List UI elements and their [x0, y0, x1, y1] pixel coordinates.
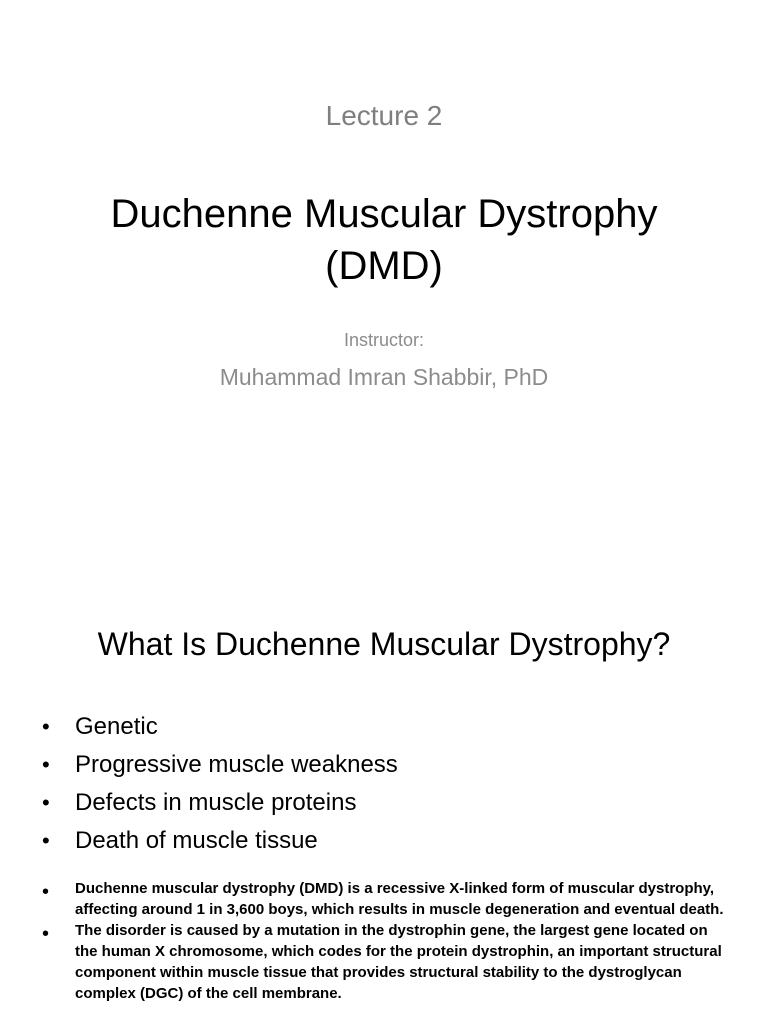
bullet-text: Progressive muscle weakness [75, 751, 398, 778]
slide-title-line-2: (DMD) [325, 244, 443, 288]
bullet-icon: • [42, 881, 50, 903]
content-slide [0, 560, 768, 1024]
list-item [42, 708, 748, 746]
summary-bullet-list [42, 708, 748, 860]
slide-title [40, 188, 728, 292]
content-slide-title: What Is Duchenne Muscular Dystrophy? [97, 626, 671, 662]
bullet-text: Genetic [75, 713, 158, 740]
instructor-label: Instructor: [343, 330, 425, 350]
lecture-number: Lecture 2 [325, 100, 443, 131]
bullet-icon: • [42, 790, 50, 815]
list-item [42, 746, 748, 784]
list-item [42, 822, 748, 860]
list-item [42, 784, 748, 822]
bullet-icon: • [42, 714, 50, 739]
bullet-text: Death of muscle tissue [75, 827, 318, 854]
bullet-text: Defects in muscle proteins [75, 789, 357, 816]
slide-title-line-1: Duchenne Muscular Dystrophy [110, 192, 658, 236]
bullet-icon: • [42, 828, 50, 853]
list-item [42, 920, 726, 1004]
detail-text: Duchenne muscular dystrophy (DMD) is a recessive X-linked form of muscular dystrophy, affecting around 1 in 3,600 boys, which results in muscle degeneration and eventual death. [75, 880, 724, 918]
bullet-icon: • [42, 752, 50, 777]
list-item [42, 878, 726, 920]
bullet-icon: • [42, 923, 50, 945]
detail-bullet-list [42, 878, 726, 1004]
detail-text: The disorder is caused by a mutation in the dystrophin gene, the largest gene located on the human X chromosome, which codes for the protein dystrophin, an important structural component within muscle tissue that provides structural stability to the dystroglycan complex (DGC) of the cell membrane. [75, 922, 722, 1002]
instructor-name: Muhammad Imran Shabbir, PhD [219, 364, 549, 390]
